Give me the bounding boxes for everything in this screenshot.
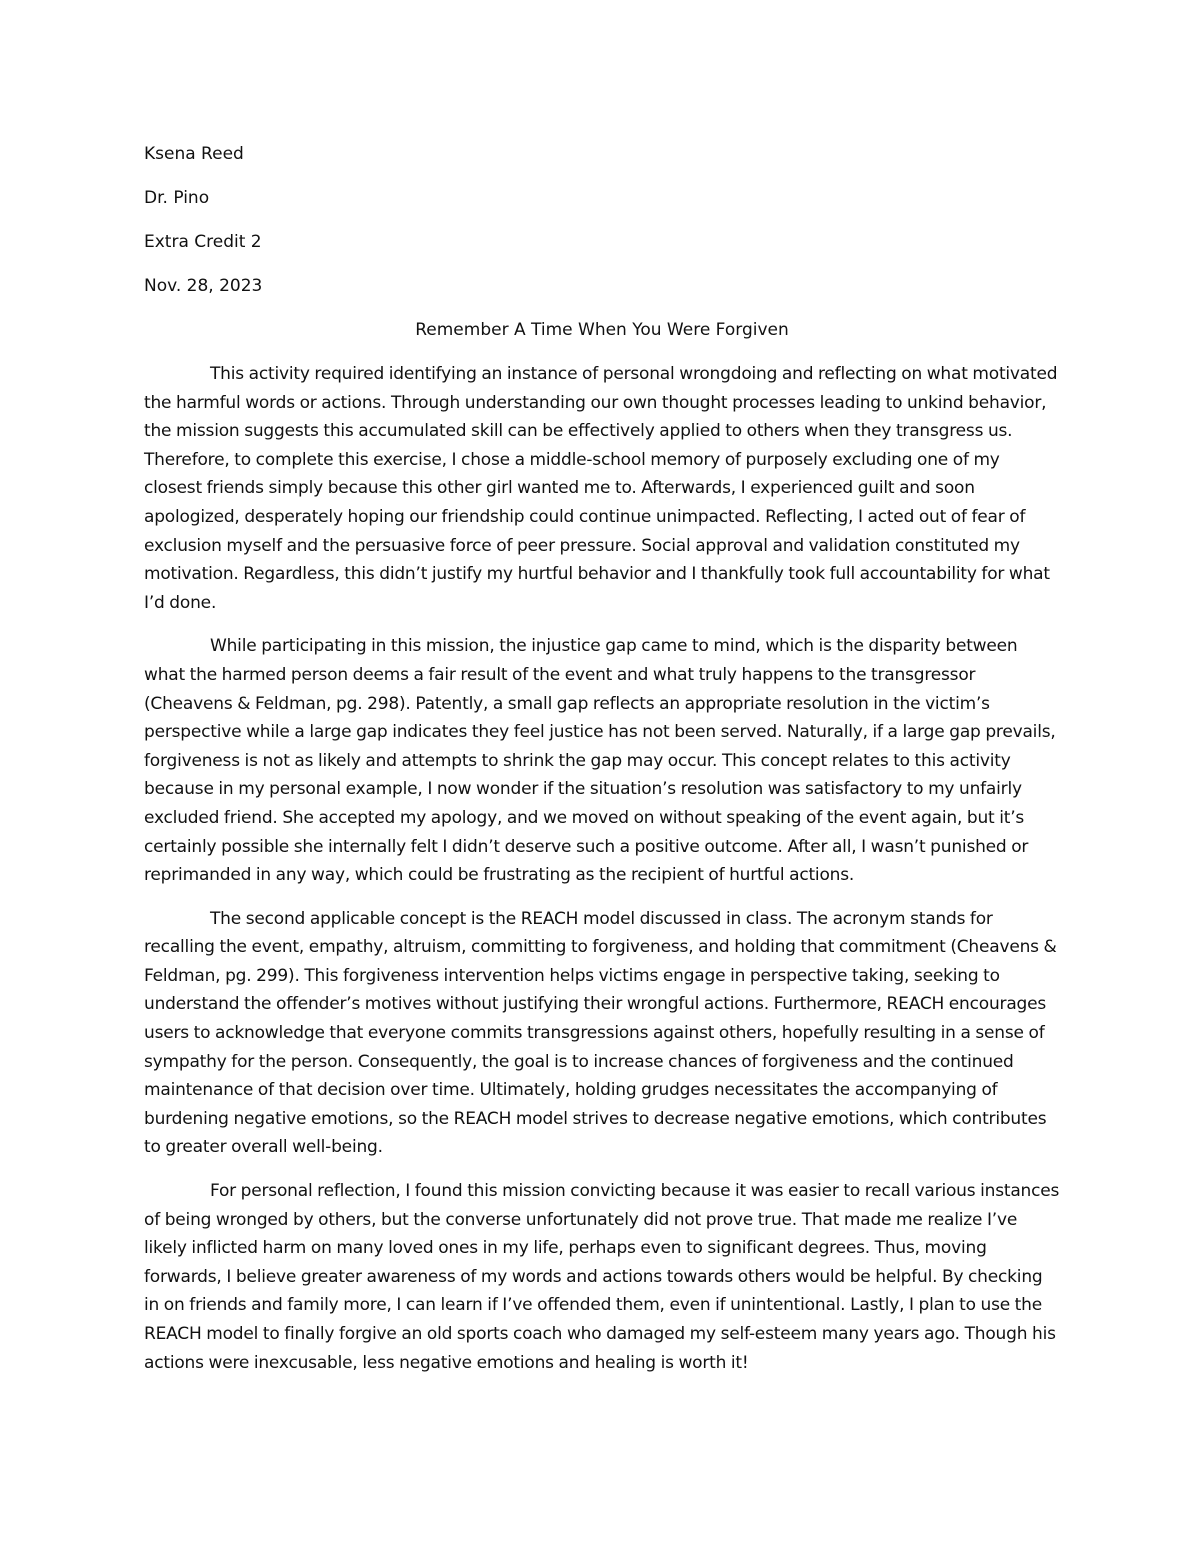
assignment-name: Extra Credit 2 [144,232,262,252]
paragraph-1: This activity required identifying an instance of personal wrongdoing and reflecting on what motivated the harmful words or actions. Through understanding our own thought processes leading to unkind behavior, the mission suggests this accumulated skill can be effectively applied to others when they transgress us. Therefore, to complete this exercise, I chose a middle-school memory of purposely excluding one of my closest friends simply because this other girl wanted me to. Afterwards, I experienced guilt and soon apologized, desperately hoping our friendship could continue unimpacted. Reflecting, I acted out of fear of exclusion myself and the persuasive force of peer pressure. Social approval and validation constituted my motivation. Regardless, this didn’t justify my hurtful behavior and I thankfully took full accountability for what I’d done. [144,364,1058,613]
instructor-name: Dr. Pino [144,188,210,208]
author-name: Ksena Reed [144,144,244,164]
paragraph-3: The second applicable concept is the REACH model discussed in class. The acronym stands for recalling the event, empathy, altruism, committing to forgiveness, and holding that commitment (Cheavens & Feldman, pg. 299). This forgiveness intervention helps victims engage in perspective taking, seeking to understand the offender’s motives without justifying their wrongful actions. Furthermore, REACH encourages users to acknowledge that everyone commits transgressions against others, hopefully resulting in a sense of sympathy for the person. Consequently, the goal is to increase chances of forgiveness and the continued maintenance of that decision over time. Ultimately, holding grudges necessitates the accompanying of burdening negative emotions, so the REACH model strives to decrease negative emotions, which contributes to greater overall well-being. [144,908,1057,1158]
document-title: Remember A Time When You Were Forgiven [415,320,789,340]
document-body [144,140,1060,1392]
paragraph-2: While participating in this mission, the injustice gap came to mind, which is the disparity between what the harmed person deems a fair result of the event and what truly happens to the transgressor (Cheavens & Feldman, pg. 298). Patently, a small gap reflects an appropriate resolution in the victim’s perspective while a large gap indicates they feel justice has not been served. Naturally, if a large gap prevails, forgiveness is not as likely and attempts to shrink the gap may occur. This concept relates to this activity because in my personal example, I now wonder if the situation’s resolution was satisfactory to my unfairly excluded friend. She accepted my apology, and we moved on without speaking of the event again, but it’s certainly possible she internally felt I didn’t deserve such a positive outcome. After all, I wasn’t punished or reprimanded in any way, which could be frustrating as the recipient of hurtful actions. [144,636,1056,886]
paragraph-4: For personal reflection, I found this mission convicting because it was easier to recall various instances of being wronged by others, but the converse unfortunately did not prove true. That made me realize I’ve likely inflicted harm on many loved ones in my life, perhaps even to significant degrees. Thus, moving forwards, I believe greater awareness of my words and actions towards others would be helpful. By checking in on friends and family more, I can learn if I’ve offended them, even if unintentional. Lastly, I plan to use the REACH model to finally forgive an old sports coach who damaged my self-esteem many years ago. Though his actions were inexcusable, less negative emotions and healing is worth it! [144,1181,1060,1373]
document-date: Nov. 28, 2023 [144,276,263,296]
